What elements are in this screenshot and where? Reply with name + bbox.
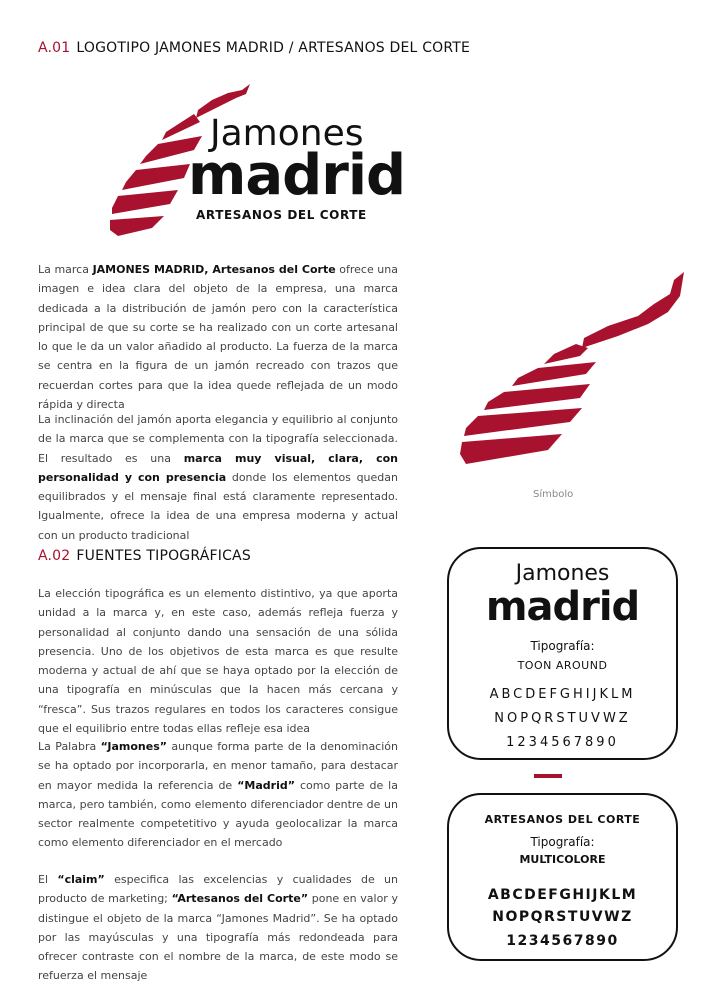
section-heading-a02 xyxy=(38,548,251,564)
logo-tagline: ARTESANOS DEL CORTE xyxy=(196,208,367,222)
alphabet-row-2: NOPQRSTUVWZ xyxy=(494,711,631,726)
section-heading-a01 xyxy=(38,40,470,56)
text-run: La Palabra xyxy=(38,740,101,753)
section-title: FUENTES TIPOGRÁFICAS xyxy=(76,548,251,564)
typography-label: Tipografía: xyxy=(530,835,595,849)
font-sample-word-jamones: Jamones xyxy=(515,561,610,586)
ham-symbol-large-icon xyxy=(458,268,688,478)
section-number: A.02 xyxy=(38,548,71,564)
font-sample-word-madrid: madrid xyxy=(485,584,640,630)
numbers-row: 1234567890 xyxy=(506,735,619,750)
paragraph-jamones-madrid xyxy=(38,737,398,853)
logo-word-jamones: Jamones xyxy=(210,113,364,154)
bold-run: “Madrid” xyxy=(237,778,295,792)
font-sample-claim: ARTESANOS DEL CORTE xyxy=(484,813,641,826)
main-logo xyxy=(108,80,406,240)
text-run: especifica las excelencias y cualidades de un producto de marketing; xyxy=(38,873,398,906)
text-run: ofrece una imagen e idea clara del objeto de la empresa, una marca dedicada a la distribución de jamón pero con la característica principal de que su corte se ha realizado con un corte artesanal lo que le da un valor añadido al producto. La fuerza de la marca se centra en la figura de un jamón recreado con trazos que recuerdan cortes para que la idea quede reflejada de un modo rápida y directa xyxy=(38,263,398,412)
alphabet-row-1: ABCDEFGHIJKLM xyxy=(487,887,638,903)
paragraph-brand-balance xyxy=(38,410,398,545)
font-name: MULTICOLORE xyxy=(519,853,606,866)
text-run: La inclinación del jamón aporta elegancia y equilibrio al conjunto de la marca que se complementa con la tipografía seleccionada. El resultado es una xyxy=(38,413,398,465)
text-run: El xyxy=(38,873,58,886)
bold-run: “Jamones” xyxy=(100,740,167,753)
alphabet-row-2: NOPQRSTUVWZ xyxy=(492,909,633,925)
font-card-toon-around xyxy=(447,547,678,760)
paragraph-brand-intro xyxy=(38,260,398,414)
bold-run: “claim” xyxy=(57,873,105,886)
text-run: La elección tipográfica es un elemento distintivo, ya que aporta unidad a la marca y, en este caso, además refleja fuerza y personalidad al conjunto dando una sensación de una sólida presencia. Uno de los objetivos de esta marca es que resulte moderna y actual de ahí que se haya optado por la elección de una tipografía en minúsculas que la hacen más cercana y “fresca”. Sus trazos regulares en todos los caracteres consigue que el equilibrio entre todas ellas refleje esa idea xyxy=(38,587,398,736)
paragraph-typography-choice xyxy=(38,584,398,738)
typography-label: Tipografía: xyxy=(530,639,595,653)
bold-run: JAMONES MADRID, Artesanos del Corte xyxy=(92,263,336,276)
paragraph-claim xyxy=(38,870,398,986)
text-run: pone en valor y distingue el objeto de la marca “Jamones Madrid”. Se ha optado por las mayúsculas y una tipografía más redondeada para ofrecer contraste con el nombre de la marca, de este modo se refuerza el mensaje xyxy=(38,892,399,983)
font-card-multicolore xyxy=(447,793,678,961)
text-run: donde los elementos quedan equilibrados y el mensaje final está claramente representado. Igualmente, ofrece la idea de una empresa moderna y actual con un producto tradicional xyxy=(38,470,398,542)
alphabet-row-1: ABCDEFGHIJKLM xyxy=(489,687,636,702)
bold-run: “Artesanos del Corte” xyxy=(171,892,309,906)
bold-run: marca muy visual, clara, con personalidad y con presencia xyxy=(38,451,398,484)
logo-word-madrid: madrid xyxy=(188,143,406,208)
text-run: La marca xyxy=(38,263,93,276)
symbol-caption: Símbolo xyxy=(533,489,574,500)
section-title: LOGOTIPO JAMONES MADRID / ARTESANOS DEL CORTE xyxy=(76,40,471,56)
numbers-row: 1234567890 xyxy=(506,933,619,949)
text-run: aunque forma parte de la denominación se ha optado por incorporarla, en menor tamaño, para destacar en mayor medida la referencia de xyxy=(38,740,398,792)
font-name: TOON AROUND xyxy=(517,659,608,672)
text-run: como parte de la marca, pero también, como elemento diferenciador dentre de un sector realmente competetitivo y ayuda geolocalizar la marca como elemento diferenciador en el mercado xyxy=(38,778,398,850)
section-number: A.01 xyxy=(38,40,71,56)
divider xyxy=(534,774,562,778)
